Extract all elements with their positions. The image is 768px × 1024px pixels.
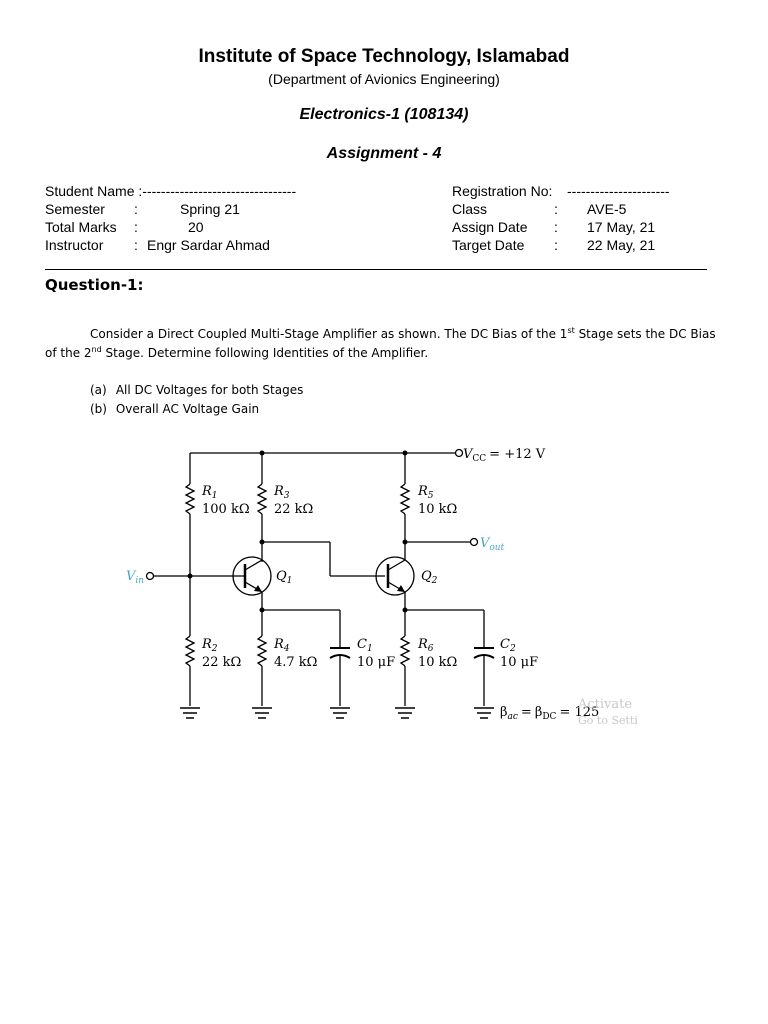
total-marks-value: 20 (188, 219, 204, 235)
instructor-value: Engr Sardar Ahmad (147, 237, 270, 253)
amplifier-circuit-diagram (0, 430, 768, 740)
r3-label: $R_3$ (274, 484, 290, 501)
c2-value: 10 μF (500, 655, 539, 670)
question-list (90, 381, 303, 419)
list-item (90, 400, 303, 419)
c2-label: $C_2$ (500, 637, 516, 654)
list-item-text: Overall AC Voltage Gain (115, 402, 260, 416)
target-date-colon: : (554, 237, 558, 253)
vin-terminal (147, 573, 154, 580)
semester-label: Semester (45, 201, 105, 217)
instructor-label: Instructor (45, 237, 104, 253)
r4-label: $R_4$ (274, 637, 290, 654)
r6-resistor (401, 636, 409, 666)
class-label: Class (452, 201, 488, 217)
total-marks-label: Total Marks (45, 219, 117, 235)
beta-equation: $\beta_{ac} = \beta_{DC} = 125$ (500, 705, 600, 722)
q2-label: $Q_2$ (421, 569, 438, 586)
list-item-text: All DC Voltages for both Stages (115, 383, 304, 397)
superscript-nd: nd (91, 345, 102, 354)
student-name-label: Student Name :--------------------------------- (45, 183, 297, 199)
r2-label: $R_2$ (202, 637, 218, 654)
assign-date-label: Assign Date (452, 219, 528, 235)
class-value: AVE-5 (587, 201, 627, 217)
course-title: Electronics-1 (108134) (299, 106, 469, 123)
semester-value: Spring 21 (180, 201, 240, 217)
institute-title: Institute of Space Technology, Islamabad (198, 46, 570, 67)
registration-value: ---------------------- (567, 183, 670, 199)
assign-date-colon: : (554, 219, 558, 235)
question-heading: Question-1: (45, 276, 144, 294)
assign-date-value: 17 May, 21 (587, 219, 656, 235)
r4-value: 4.7 kΩ (274, 655, 318, 670)
c1-value: 10 μF (357, 655, 396, 670)
svg-text:Activate: Activate (578, 697, 633, 712)
registration-label: Registration No: (452, 183, 553, 199)
r1-label: $R_1$ (202, 484, 218, 501)
r4-resistor (258, 636, 266, 666)
target-date-value: 22 May, 21 (587, 237, 656, 253)
r2-resistor (186, 636, 194, 666)
list-item-label: (a) (90, 383, 107, 397)
student-info-right (452, 182, 752, 254)
r3-resistor (258, 484, 266, 514)
r5-resistor (401, 484, 409, 514)
question-text-3: Stage. Determine following Identities of the Amplifier. (101, 346, 429, 360)
r6-value: 10 kΩ (418, 655, 458, 670)
header-divider (45, 269, 707, 270)
question-text-1: Consider a Direct Coupled Multi-Stage Amplifier as shown. The DC Bias of the 1 (90, 327, 568, 341)
r6-label: $R_6$ (418, 637, 434, 654)
list-item (90, 381, 303, 400)
q1-label: $Q_1$ (276, 569, 293, 586)
target-date-label: Target Date (452, 237, 525, 253)
c1-label: $C_1$ (357, 637, 373, 654)
question-text-2: Stage sets the DC Bias of the 2 (45, 327, 716, 360)
total-marks-colon: : (134, 219, 138, 235)
vin-label: $V_{in}$ (126, 569, 145, 586)
student-info-left (45, 182, 375, 254)
r2-value: 22 kΩ (202, 655, 242, 670)
vcc-label: $V_{CC} = +12$ V (463, 447, 546, 464)
vout-terminal (471, 539, 478, 546)
svg-text:Go to Setti: Go to Setti (578, 714, 638, 727)
semester-colon: : (134, 201, 138, 217)
vcc-terminal (456, 450, 463, 457)
assignment-title: Assignment - 4 (326, 145, 442, 162)
instructor-colon: : (134, 237, 138, 253)
r3-value: 22 kΩ (274, 502, 314, 517)
r5-value: 10 kΩ (418, 502, 458, 517)
list-item-label: (b) (90, 402, 107, 416)
class-colon: : (554, 201, 558, 217)
r1-value: 100 kΩ (202, 502, 250, 517)
ground-symbols (180, 708, 494, 718)
r5-label: $R_5$ (418, 484, 434, 501)
department-subtitle: (Department of Avionics Engineering) (268, 71, 500, 87)
superscript-st: st (567, 326, 575, 335)
r1-resistor (186, 484, 194, 514)
question-paragraph (45, 325, 723, 363)
vout-label: $V_{out}$ (480, 536, 505, 553)
